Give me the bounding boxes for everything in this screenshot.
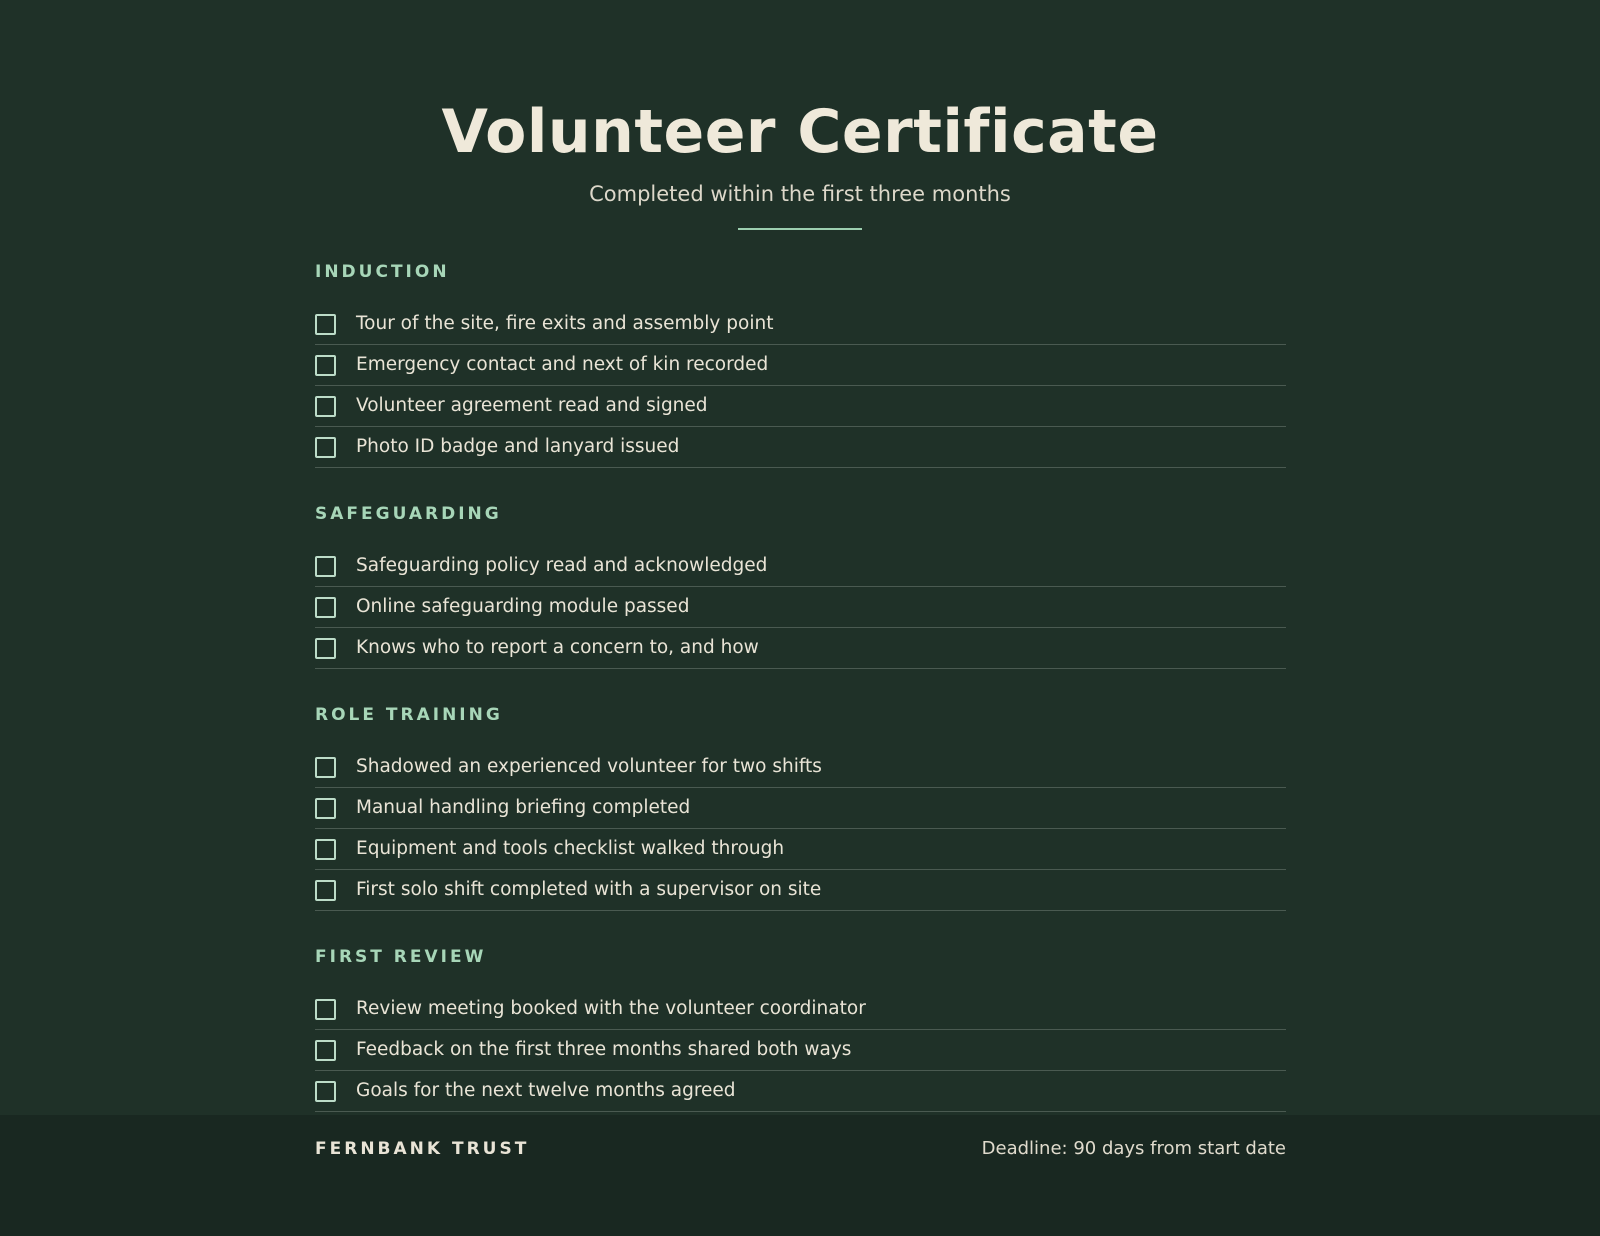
checklist-item-label: Tour of the site, fire exits and assembly point bbox=[356, 313, 774, 334]
certificate-header bbox=[0, 92, 1600, 208]
checklist-item-label: Emergency contact and next of kin recorded bbox=[356, 354, 769, 375]
checkbox-icon[interactable] bbox=[315, 999, 336, 1020]
checklist-item bbox=[315, 870, 1286, 911]
checklist-item-label: Safeguarding policy read and acknowledged bbox=[356, 555, 768, 576]
footer bbox=[0, 1115, 1600, 1236]
checklist-item bbox=[315, 1071, 1286, 1112]
checklist-item bbox=[315, 345, 1286, 386]
checkbox-icon[interactable] bbox=[315, 597, 336, 618]
checklist-section bbox=[315, 943, 1286, 1112]
checklist-item-label: Equipment and tools checklist walked through bbox=[356, 838, 785, 859]
checkbox-icon[interactable] bbox=[315, 437, 336, 458]
checklist-item bbox=[315, 628, 1286, 669]
checkbox-icon[interactable] bbox=[315, 314, 336, 335]
checkbox-icon[interactable] bbox=[315, 798, 336, 819]
checkbox-icon[interactable] bbox=[315, 757, 336, 778]
checklist-item bbox=[315, 829, 1286, 870]
section-spacer bbox=[315, 468, 1286, 500]
checklist-item-label: Photo ID badge and lanyard issued bbox=[356, 436, 680, 457]
checklist-item-label: Review meeting booked with the volunteer coordinator bbox=[356, 998, 866, 1019]
checklist-item-label: Feedback on the first three months shared both ways bbox=[356, 1039, 852, 1060]
checkbox-icon[interactable] bbox=[315, 1040, 336, 1061]
checklist-item bbox=[315, 304, 1286, 345]
page-title: Volunteer Certificate bbox=[441, 97, 1159, 167]
checklist bbox=[315, 258, 1286, 1112]
checkbox-icon[interactable] bbox=[315, 880, 336, 901]
checklist-item bbox=[315, 747, 1286, 788]
section-heading: INDUCTION bbox=[315, 262, 450, 282]
checkbox-icon[interactable] bbox=[315, 396, 336, 417]
checklist-item-label: Volunteer agreement read and signed bbox=[356, 395, 708, 416]
checklist-item bbox=[315, 546, 1286, 587]
section-spacer bbox=[315, 911, 1286, 943]
checklist-item bbox=[315, 427, 1286, 468]
organization-name: FERNBANK TRUST bbox=[315, 1139, 530, 1159]
checklist-item bbox=[315, 386, 1286, 427]
page-subtitle: Completed within the first three months bbox=[589, 182, 1011, 206]
checklist-item-label: First solo shift completed with a supervisor on site bbox=[356, 879, 822, 900]
section-heading: ROLE TRAINING bbox=[315, 705, 503, 725]
deadline-text: Deadline: 90 days from start date bbox=[981, 1138, 1286, 1159]
section-heading: FIRST REVIEW bbox=[315, 947, 487, 967]
section-spacer bbox=[315, 669, 1286, 701]
checkbox-icon[interactable] bbox=[315, 355, 336, 376]
checklist-item-label: Goals for the next twelve months agreed bbox=[356, 1080, 736, 1101]
title-divider bbox=[738, 228, 862, 230]
checklist-item-label: Shadowed an experienced volunteer for two shifts bbox=[356, 756, 822, 777]
checklist-item bbox=[315, 989, 1286, 1030]
section-heading: SAFEGUARDING bbox=[315, 504, 502, 524]
checkbox-icon[interactable] bbox=[315, 839, 336, 860]
checklist-item-label: Knows who to report a concern to, and how bbox=[356, 637, 759, 658]
checkbox-icon[interactable] bbox=[315, 556, 336, 577]
checklist-item-label: Online safeguarding module passed bbox=[356, 596, 690, 617]
checklist-section bbox=[315, 258, 1286, 468]
checklist-item-label: Manual handling briefing completed bbox=[356, 797, 691, 818]
checklist-item bbox=[315, 1030, 1286, 1071]
checklist-section bbox=[315, 701, 1286, 911]
checklist-item bbox=[315, 788, 1286, 829]
checkbox-icon[interactable] bbox=[315, 638, 336, 659]
checkbox-icon[interactable] bbox=[315, 1081, 336, 1102]
checklist-section bbox=[315, 500, 1286, 669]
checklist-item bbox=[315, 587, 1286, 628]
